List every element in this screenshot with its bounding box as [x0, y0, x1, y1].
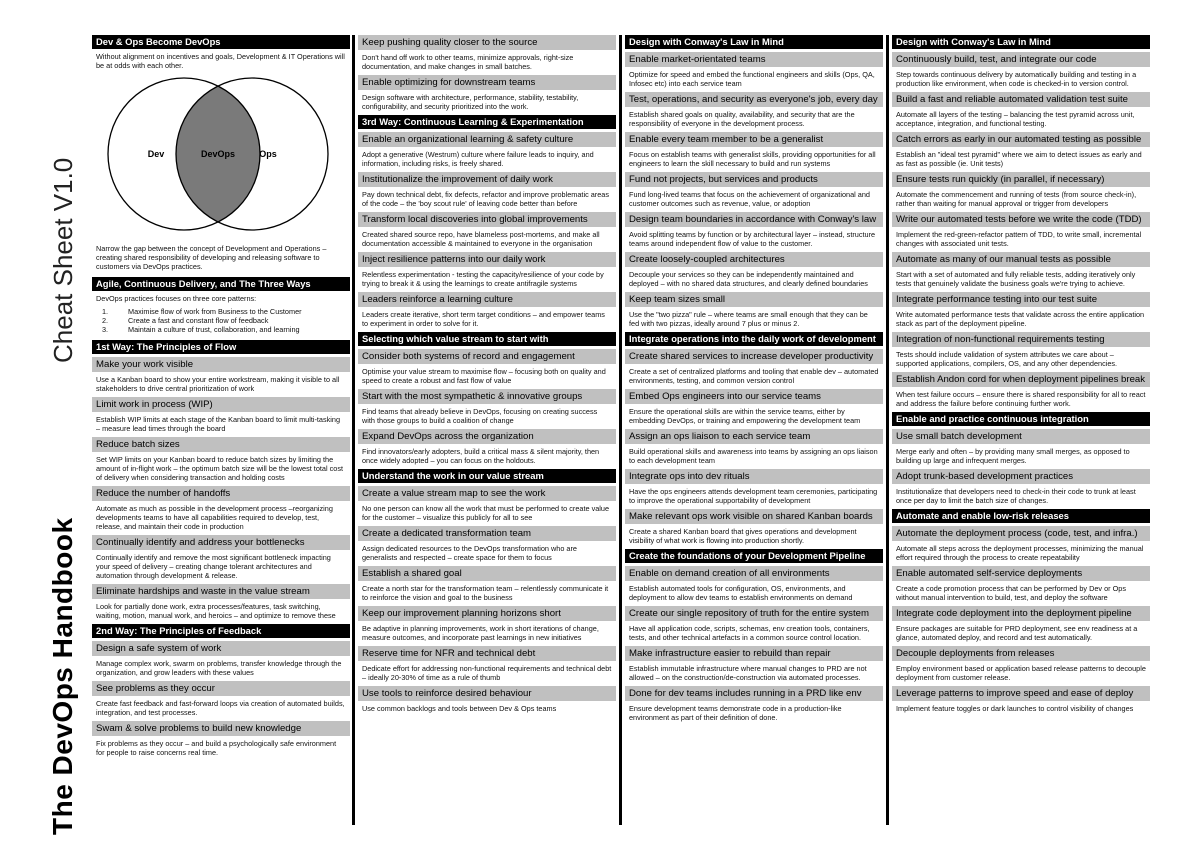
venn-dev-label: Dev: [147, 149, 165, 159]
topic-text: Be adaptive in planning improvements, work in short iterations of change, measure outcomes, and incorporate past learnings in new initiatives: [362, 624, 599, 642]
topic-bar: Integrate code deployment into the deployment pipeline: [892, 606, 1150, 621]
topic-text: Implement feature toggles or dark launches to control visibility of changes: [896, 704, 1134, 713]
section-text: Without alignment on incentives and goals, Development & IT Operations will be at odds with each other.: [96, 52, 345, 70]
topic-text: Avoid splitting teams by function or by architectural layer – instead, structure teams around independent flow of value to the customer.: [629, 230, 876, 248]
topic-text: Establish WIP limits at each stage of the Kanban board to limit multi-tasking – measure lead times through the board: [96, 415, 341, 433]
topic-text: Set WIP limits on your Kanban board to reduce batch sizes by limiting the amount of in-flight work – the optimum batch size will be the lowest total cost of delivery when considering transaction and holding costs: [96, 455, 343, 482]
topic-bar: Integrate ops into dev rituals: [625, 469, 883, 484]
section-heading: Create the foundations of your Development Pipeline: [625, 549, 883, 563]
topic-bar: Keep team sizes small: [625, 292, 883, 307]
topic-text: Dedicate effort for addressing non-functional requirements and technical debt – ideally 20-30% of time as a rule of thumb: [362, 664, 612, 682]
topic-bar: Integrate performance testing into our test suite: [892, 292, 1150, 307]
topic-bar: Reduce the number of handoffs: [92, 486, 350, 501]
topic-bar: Keep our improvement planning horizons short: [358, 606, 616, 621]
column-divider: [352, 35, 355, 825]
topic-bar: Embed Ops engineers into our service teams: [625, 389, 883, 404]
topic-text: Use a Kanban board to show your entire workstream, making it visible to all stakeholders to drive central prioritization of work: [96, 375, 340, 393]
topic-bar: Make relevant ops work visible on shared Kanban boards: [625, 509, 883, 524]
topic-bar: Consider both systems of record and engagement: [358, 349, 616, 364]
column-divider: [886, 35, 889, 825]
topic-text: Relentless experimentation - testing the capacity/resilience of your code by trying to break it & using the learnings to create antifragile systems: [362, 270, 604, 288]
topic-bar: Done for dev teams includes running in a PRD like env: [625, 686, 883, 701]
topic-text: Created shared source repo, have blameless post-mortems, and make all documentation accessible & maintained to everyone in the organisation: [362, 230, 600, 248]
venn-devops-label: DevOps: [200, 149, 236, 159]
topic-bar: Leverage patterns to improve speed and ease of deploy: [892, 686, 1150, 701]
topic-bar: Enable optimizing for downstream teams: [358, 75, 616, 90]
topic-text: Automate the commencement and running of tests (from source check-in), rather than waiting for manual approval or trigger from developers: [896, 190, 1137, 208]
topic-bar: Make your work visible: [92, 357, 350, 372]
topic-bar: Enable an organizational learning & safety culture: [358, 132, 616, 147]
column-4: [892, 35, 1150, 825]
section-heading: Integrate operations into the daily work of development: [625, 332, 883, 346]
topic-bar: Decouple deployments from releases: [892, 646, 1150, 661]
section-heading: Design with Conway's Law in Mind: [625, 35, 883, 49]
topic-text: Institutionalize that developers need to check-in their code to trunk at least once per day to limit the batch size of changes.: [896, 487, 1136, 505]
column-2: [358, 35, 616, 825]
topic-text: Fund long-lived teams that focus on the achievement of organizational and customer outcomes such as revenue, value, or adoption: [629, 190, 870, 208]
topic-text: Use common backlogs and tools between Dev & Ops teams: [362, 704, 557, 713]
topic-text: Tests should include validation of system attributes we care about – supported applications, compilers, OS, and any other dependencies.: [896, 350, 1118, 368]
topic-bar: Swam & solve problems to build new knowledge: [92, 721, 350, 736]
topic-text: Create a set of centralized platforms and tooling that enable dev – automated environments, testing, and common version control: [629, 367, 879, 385]
topic-text: Automate all layers of the testing – balancing the test pyramid across unit, acceptance, integration, and functional testing.: [896, 110, 1135, 128]
topic-text: Continually identify and remove the most significant bottleneck impacting your speed of delivery – creating change tolerant architectures and automation through development & release.: [96, 553, 331, 580]
section-heading: 1st Way: The Principles of Flow: [92, 340, 350, 354]
column-divider: [619, 35, 622, 825]
topic-text: Establish an "ideal test pyramid" where we aim to detect issues as early and as fast as possible (ie. Unit tests): [896, 150, 1142, 168]
venn-ops-label: Ops: [259, 149, 277, 159]
section-heading: Design with Conway's Law in Mind: [892, 35, 1150, 49]
topic-bar: Automate as many of our manual tests as possible: [892, 252, 1150, 267]
topic-text: Pay down technical debt, fix defects, refactor and improve problematic areas of the code – the 'boy scout rule' of leaving code better than before: [362, 190, 610, 208]
topic-text: Focus on establish teams with generalist skills, providing opportunities for all engineers to learn the skill necessary to build and run systems: [629, 150, 876, 168]
topic-text: Merge early and often – by providing many small merges, as opposed to building up large and infrequent merges.: [896, 447, 1130, 465]
topic-bar: Enable on demand creation of all environments: [625, 566, 883, 581]
topic-text: Create a code promotion process that can be performed by Dev or Ops without manual intervention to build, test, and deploy the software: [896, 584, 1126, 602]
column-1: [92, 35, 350, 825]
list-item: 1. Maximise flow of work from Business to the Customer: [102, 307, 302, 316]
topic-bar: Adopt trunk-based development practices: [892, 469, 1150, 484]
topic-text: Fix problems as they occur – and build a psychologically safe environment for people to raise concerns real time.: [96, 739, 337, 757]
topic-text: Decouple your services so they can be independently maintained and deployed – with no shared data structures, and clearly defined boundaries: [629, 270, 868, 288]
topic-text: Ensure development teams demonstrate code in a production-like environment as part of their definition of done.: [629, 704, 842, 722]
topic-text: Start with a set of automated and fully reliable tests, adding iteratively only tests that genuinely validate the business goals we're trying to achieve.: [896, 270, 1136, 288]
venn-overlap: [176, 78, 328, 230]
topic-text: Use the "two pizza" rule – where teams are small enough that they can be fed with two pizzas, ideally around 7 plus or minus 2.: [629, 310, 868, 328]
topic-text: Establish shared goals on quality, availability, and security that are the responsibility of everyone in the development process.: [629, 110, 855, 128]
sub-title: Cheat Sheet V1.0: [48, 157, 78, 363]
topic-text: Optimize for speed and embed the functional engineers and skills (Ops, QA, Infosec etc) into each service team: [629, 70, 875, 88]
topic-text: Adopt a generative (Westrum) culture where failure leads to inquiry, and information, including risks, is freely shared.: [362, 150, 594, 168]
topic-text: Find innovators/early adopters, build a critical mass & silent majority, then once widely adopted – you can focus on the holdouts.: [362, 447, 600, 465]
topic-bar: Establish a shared goal: [358, 566, 616, 581]
topic-text: Write automated performance tests that validate across the entire application stack as part of the deployment pipeline.: [896, 310, 1145, 328]
topic-text: Establish immutable infrastructure where manual changes to PRD are not allowed – on the construction/de-construction via automated processes.: [629, 664, 867, 682]
topic-text: Ensure the operational skills are within the service teams, either by embedding DevOps, or training and empowering the development team: [629, 407, 861, 425]
topic-text: Build operational skills and awareness into teams by assigning an ops liaison to each development team: [629, 447, 878, 465]
topic-text: Look for partially done work, extra processes/features, task switching, waiting, motion, manual work, and heroics – and optimize to remove these: [96, 602, 336, 620]
topic-text: Create a north star for the transformation team – relentlessly communicate it to reinforce the vision and goal to the business: [362, 584, 609, 602]
topic-text: Automate as much as possible in the development process –reorganizing developments teams to have all capabilities required to develop, test, release, and maintain their code in production: [96, 504, 333, 531]
topic-bar: Continuously build, test, and integrate our code: [892, 52, 1150, 67]
topic-bar: Limit work in process (WIP): [92, 397, 350, 412]
devops-venn-diagram: [92, 76, 342, 236]
section-text: Narrow the gap between the concept of Development and Operations – creating shared responsibility of developing and releasing software to customers via DevOps practices.: [96, 244, 327, 271]
section-heading: 2nd Way: The Principles of Feedback: [92, 624, 350, 638]
section-heading: Dev & Ops Become DevOps: [92, 35, 350, 49]
topic-bar: Create our single repository of truth for the entire system: [625, 606, 883, 621]
topic-text: Implement the red-green-refactor pattern of TDD, to write small, incremental changes with associated unit tests.: [896, 230, 1142, 248]
topic-text: Establish automated tools for configuration, OS, environments, and deployment to allow dev teams to establish environments on demand: [629, 584, 853, 602]
topic-text: Ensure packages are suitable for PRD deployment, see env readiness at a glance, automated deploy, and record and test automatically.: [896, 624, 1138, 642]
topic-bar: Use small batch development: [892, 429, 1150, 444]
topic-bar: Enable automated self-service deployments: [892, 566, 1150, 581]
section-heading: Selecting which value stream to start with: [358, 332, 616, 346]
topic-text: Create fast feedback and fast-forward loops via creation of automated builds, integration, and test processes.: [96, 699, 345, 717]
topic-bar: Design team boundaries in accordance with Conway's law: [625, 212, 883, 227]
topic-bar: Integration of non-functional requirements testing: [892, 332, 1150, 347]
topic-bar: Fund not projects, but services and products: [625, 172, 883, 187]
topic-bar: Reduce batch sizes: [92, 437, 350, 452]
topic-bar: Establish Andon cord for when deployment pipelines break: [892, 372, 1150, 387]
topic-bar: Automate the deployment process (code, test, and infra.): [892, 526, 1150, 541]
section-heading: 3rd Way: Continuous Learning & Experimentation: [358, 115, 616, 129]
topic-bar: Institutionalize the improvement of daily work: [358, 172, 616, 187]
topic-bar: Create loosely-coupled architectures: [625, 252, 883, 267]
topic-text: No one person can know all the work that must be performed to create value for the customer – visualize this publicly for all to see: [362, 504, 610, 522]
topic-bar: Build a fast and reliable automated validation test suite: [892, 92, 1150, 107]
handbook-title: [38, 35, 88, 835]
topic-text: Leaders create iterative, short term target conditions – and empower teams to experiment in order to solve for it.: [362, 310, 605, 328]
topic-text: Assign dedicated resources to the DevOps transformation who are generalists and respected – create space for them to focus: [362, 544, 577, 562]
topic-text: Don't hand off work to other teams, minimize approvals, right-size documentation, and make changes in small batches.: [362, 53, 574, 71]
three-ways-list: [92, 307, 350, 340]
topic-bar: Enable market-orientated teams: [625, 52, 883, 67]
column-3: [625, 35, 883, 825]
main-title: The DevOps Handbook: [47, 517, 78, 835]
section-heading: Understand the work in our value stream: [358, 469, 616, 483]
topic-bar: Assign an ops liaison to each service team: [625, 429, 883, 444]
topic-bar: Design a safe system of work: [92, 641, 350, 656]
topic-text: Design software with architecture, performance, stability, testability, configurability, and security prioritized into the work.: [362, 93, 579, 111]
section-text: DevOps practices focuses on three core patterns:: [96, 294, 257, 303]
topic-text: Create a shared Kanban board that gives operations and development visibility of what work is flowing into production shortly.: [629, 527, 857, 545]
topic-bar: Keep pushing quality closer to the source: [358, 35, 616, 50]
topic-bar: Reserve time for NFR and technical debt: [358, 646, 616, 661]
topic-text: Find teams that already believe in DevOps, focusing on creating success with those groups to build a coalition of change: [362, 407, 598, 425]
topic-bar: See problems as they occur: [92, 681, 350, 696]
topic-bar: Test, operations, and security as everyone's job, every day: [625, 92, 883, 107]
topic-bar: Start with the most sympathetic & innovative groups: [358, 389, 616, 404]
topic-bar: Transform local discoveries into global improvements: [358, 212, 616, 227]
topic-bar: Continually identify and address your bottlenecks: [92, 535, 350, 550]
section-heading: Agile, Continuous Delivery, and The Three Ways: [92, 277, 350, 291]
topic-bar: Eliminate hardships and waste in the value stream: [92, 584, 350, 599]
topic-text: Have the ops engineers attends development team ceremonies, participating to improve the operational supportability of development: [629, 487, 878, 505]
topic-bar: Catch errors as early in our automated testing as possible: [892, 132, 1150, 147]
topic-bar: Write our automated tests before we write the code (TDD): [892, 212, 1150, 227]
topic-bar: Inject resilience patterns into our daily work: [358, 252, 616, 267]
topic-text: Automate all steps across the deployment processes, minimizing the manual effort required through the process to create repeatability: [896, 544, 1144, 562]
topic-bar: Create shared services to increase developer productivity: [625, 349, 883, 364]
topic-bar: Enable every team member to be a generalist: [625, 132, 883, 147]
topic-bar: Create a dedicated transformation team: [358, 526, 616, 541]
topic-text: Manage complex work, swarm on problems, transfer knowledge through the organization, and grow leaders with these values: [96, 659, 342, 677]
topic-text: Optimise your value stream to maximise flow – focusing both on quality and speed to create a robust and fast flow of value: [362, 367, 606, 385]
topic-bar: Create a value stream map to see the work: [358, 486, 616, 501]
topic-text: When test failure occurs – ensure there is shared responsibility for all to react and address the failure before continuing further work.: [896, 390, 1146, 408]
section-heading: Enable and practice continuous integration: [892, 412, 1150, 426]
list-item: 2. Create a fast and constant flow of feedback: [102, 316, 269, 325]
topic-bar: Make infrastructure easier to rebuild than repair: [625, 646, 883, 661]
topic-bar: Leaders reinforce a learning culture: [358, 292, 616, 307]
topic-bar: Use tools to reinforce desired behaviour: [358, 686, 616, 701]
topic-text: Employ environment based or application based release patterns to decouple deployment from customer release.: [896, 664, 1146, 682]
topic-bar: Expand DevOps across the organization: [358, 429, 616, 444]
section-heading: Automate and enable low-risk releases: [892, 509, 1150, 523]
topic-text: Step towards continuous delivery by automatically building and testing in a production like environment, when code is checked-in to version control.: [896, 70, 1137, 88]
topic-text: Have all application code, scripts, schemas, env creation tools, containers, tests, and other technical artefacts in a common source control location.: [629, 624, 870, 642]
topic-bar: Ensure tests run quickly (in parallel, if necessary): [892, 172, 1150, 187]
list-item: 3. Maintain a culture of trust, collaboration, and learning: [102, 325, 300, 334]
